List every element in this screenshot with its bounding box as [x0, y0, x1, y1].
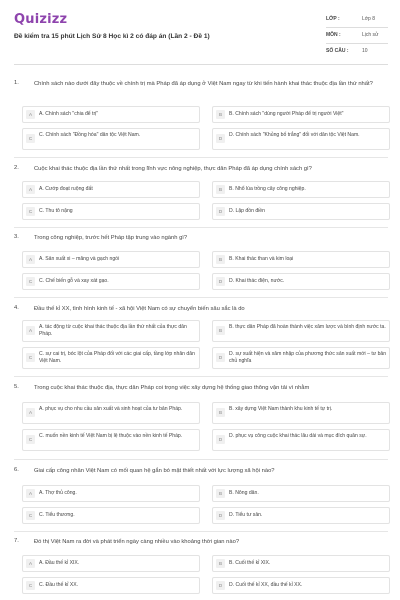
option-c[interactable] [22, 203, 200, 220]
question-text: Chính sách nào dưới đây thuộc về chính trị mà Pháp đã áp dụng ở Việt Nam ngay từ khi tiến hành khai thác thuộc địa lần thứ nhất? [34, 81, 373, 87]
option-text: D. sự xuất hiện và xâm nhập của phương thức sản xuất mới – tư bản chủ nghĩa [229, 351, 387, 364]
option-letter: C [26, 435, 35, 444]
question-text: Đầu thế kỉ XX, tình hình kinh tế - xã hội Việt Nam có sự chuyển biến sâu sắc là do [34, 306, 245, 312]
option-d[interactable] [212, 203, 390, 220]
option-c[interactable] [22, 577, 200, 594]
option-letter: B [216, 559, 225, 568]
option-text: B. Nông dân. [229, 490, 259, 496]
option-text: B. Nhổ lúa trồng cây công nghiệp. [229, 186, 306, 192]
option-letter: C [26, 511, 35, 520]
option-text: A. Đầu thế kỉ XIX. [39, 560, 80, 566]
quizizz-logo: Quizizz [14, 12, 68, 27]
option-c[interactable] [22, 128, 200, 150]
option-letter: C [26, 207, 35, 216]
option-b[interactable] [212, 251, 390, 268]
question-number: 1. [14, 80, 19, 86]
option-text: B. xây dựng Việt Nam thành khu kinh tế tự trị. [229, 406, 333, 412]
option-letter: D [216, 435, 225, 444]
option-text: C. Chính sách "Đồng hóa" dân tộc Việt Nam. [39, 132, 141, 138]
option-text: D. phục vụ công cuộc khai thác lâu dài và mục đích quân sự. [229, 433, 367, 439]
option-text: A. Chính sách "chia để trị" [39, 111, 99, 117]
question-text: Đó thị Việt Nam ra đời và phát triển ngày càng nhiều vào khoảng thời gian nào? [34, 539, 240, 545]
option-letter: A [26, 559, 35, 568]
option-letter: B [216, 255, 225, 264]
option-d[interactable] [212, 507, 390, 524]
question-text: Trong cuộc khai thác thuộc địa, thực dân Pháp coi trọng việc xây dựng hệ thống giao thông vận tải vì nhằm [34, 385, 310, 391]
option-text: D. Chính sách "Khủng bố trắng" đối với dân tộc Việt Nam. [229, 132, 360, 138]
option-c[interactable] [22, 273, 200, 290]
option-b[interactable] [212, 555, 390, 572]
option-text: C. Tiểu thương. [39, 512, 75, 518]
option-text: D. Tiểu tư sản. [229, 512, 263, 518]
meta-value: Lịch sử [362, 32, 379, 38]
option-text: A. Sản xuất xi – măng và gạch ngói [39, 256, 120, 262]
option-letter: A [26, 408, 35, 417]
option-letter: D [216, 134, 225, 143]
option-text: A. phục vụ cho nhu cầu sản xuất và sinh hoạt của tư bản Pháp. [39, 406, 183, 412]
option-a[interactable] [22, 320, 200, 342]
option-c[interactable] [22, 429, 200, 451]
option-letter: B [216, 489, 225, 498]
meta-key: LỚP : [326, 16, 340, 22]
option-letter: B [216, 110, 225, 119]
option-letter: D [216, 353, 225, 362]
question-number: 2. [14, 165, 19, 171]
option-a[interactable] [22, 251, 200, 268]
question-text: Trong công nghiệp, trước hết Pháp tập trung vào ngành gì? [34, 235, 188, 241]
question-number: 4. [14, 305, 19, 311]
option-b[interactable] [212, 320, 390, 342]
option-letter: A [26, 255, 35, 264]
option-b[interactable] [212, 402, 390, 424]
meta-key: SỐ CÂU : [326, 48, 349, 54]
question-number: 7. [14, 538, 19, 544]
option-text: B. Cuối thế kỉ XIX. [229, 560, 271, 566]
option-letter: C [26, 353, 35, 362]
meta-row-subject [326, 28, 388, 44]
option-letter: D [216, 277, 225, 286]
option-letter: D [216, 581, 225, 590]
option-letter: B [216, 185, 225, 194]
question-text: Cuộc khai thác thuộc địa lần thứ nhất trong lĩnh vực nông nghiệp, thực dân Pháp đã áp dụng chính sách gì? [34, 166, 312, 172]
option-d[interactable] [212, 128, 390, 150]
option-text: A. tác động từ cuộc khai thác thuộc địa lần thứ nhất của thực dân Pháp. [39, 324, 187, 337]
option-text: A. Thợ thủ công. [39, 490, 77, 496]
option-d[interactable] [212, 577, 390, 594]
header-divider [14, 64, 388, 65]
meta-box [326, 12, 388, 60]
meta-row-count [326, 44, 388, 60]
meta-value: Lớp 8 [362, 16, 376, 22]
option-letter: C [26, 277, 35, 286]
page-title: Đề kiểm tra 15 phút Lịch Sử 8 Học kì 2 có đáp án (Lần 2 - Đề 1) [14, 33, 210, 40]
option-a[interactable] [22, 485, 200, 502]
question-separator [14, 376, 388, 377]
option-text: C. muốn nền kinh tế Việt Nam bị lệ thuộc vào nền kinh tế Pháp. [39, 433, 183, 439]
option-letter: D [216, 207, 225, 216]
option-b[interactable] [212, 181, 390, 198]
option-letter: B [216, 326, 225, 335]
option-a[interactable] [22, 402, 200, 424]
option-letter: D [216, 511, 225, 520]
meta-value: 10 [362, 48, 368, 54]
question-text: Giai cấp công nhân Việt Nam có mối quan hệ gắn bó mật thiết nhất với lực lượng xã hội nào? [34, 468, 275, 474]
question-separator [14, 531, 388, 532]
question-separator [14, 297, 388, 298]
option-text: D. Lập đồn điền [229, 208, 265, 214]
question-number: 6. [14, 467, 19, 473]
option-text: B. thực dân Pháp đã hoàn thành việc xâm lược và bình định nước ta. [229, 324, 386, 330]
option-b[interactable] [212, 106, 390, 123]
option-text: C. Thu tô nặng [39, 208, 73, 214]
option-letter: B [216, 408, 225, 417]
question-number: 3. [14, 234, 19, 240]
option-a[interactable] [22, 181, 200, 198]
meta-row-class [326, 12, 388, 28]
question-separator [14, 157, 388, 158]
option-letter: A [26, 110, 35, 119]
question-separator [14, 227, 388, 228]
option-c[interactable] [22, 507, 200, 524]
option-text: D. Khai thác điện, nước. [229, 278, 285, 284]
option-letter: A [26, 326, 35, 335]
option-text: C. Đầu thế kỉ XX. [39, 582, 79, 588]
option-text: C. sự cai trị, bóc lột của Pháp đối với các giai cấp, tầng lớp nhân dân Việt Nam. [39, 351, 195, 364]
option-letter: A [26, 185, 35, 194]
option-d[interactable] [212, 347, 390, 369]
question-separator [14, 459, 388, 460]
option-text: A. Cướp đoạt ruộng đất [39, 186, 93, 192]
option-c[interactable] [22, 347, 200, 369]
question-number: 5. [14, 384, 19, 390]
worksheet-header [0, 0, 400, 64]
option-a[interactable] [22, 555, 200, 572]
option-letter: C [26, 581, 35, 590]
option-letter: A [26, 489, 35, 498]
option-text: B. Khai thác than và kim loại [229, 256, 294, 262]
option-a[interactable] [22, 106, 200, 123]
option-d[interactable] [212, 429, 390, 451]
option-text: D. Cuối thế kỉ XX, đầu thế kỉ XX. [229, 582, 303, 588]
option-text: C. Chế biến gỗ và xay xát gạo. [39, 278, 109, 284]
meta-key: MÔN : [326, 32, 341, 38]
option-letter: C [26, 134, 35, 143]
option-text: B. Chính sách "dùng người Pháp để trị người Việt" [229, 111, 344, 117]
option-b[interactable] [212, 485, 390, 502]
option-d[interactable] [212, 273, 390, 290]
